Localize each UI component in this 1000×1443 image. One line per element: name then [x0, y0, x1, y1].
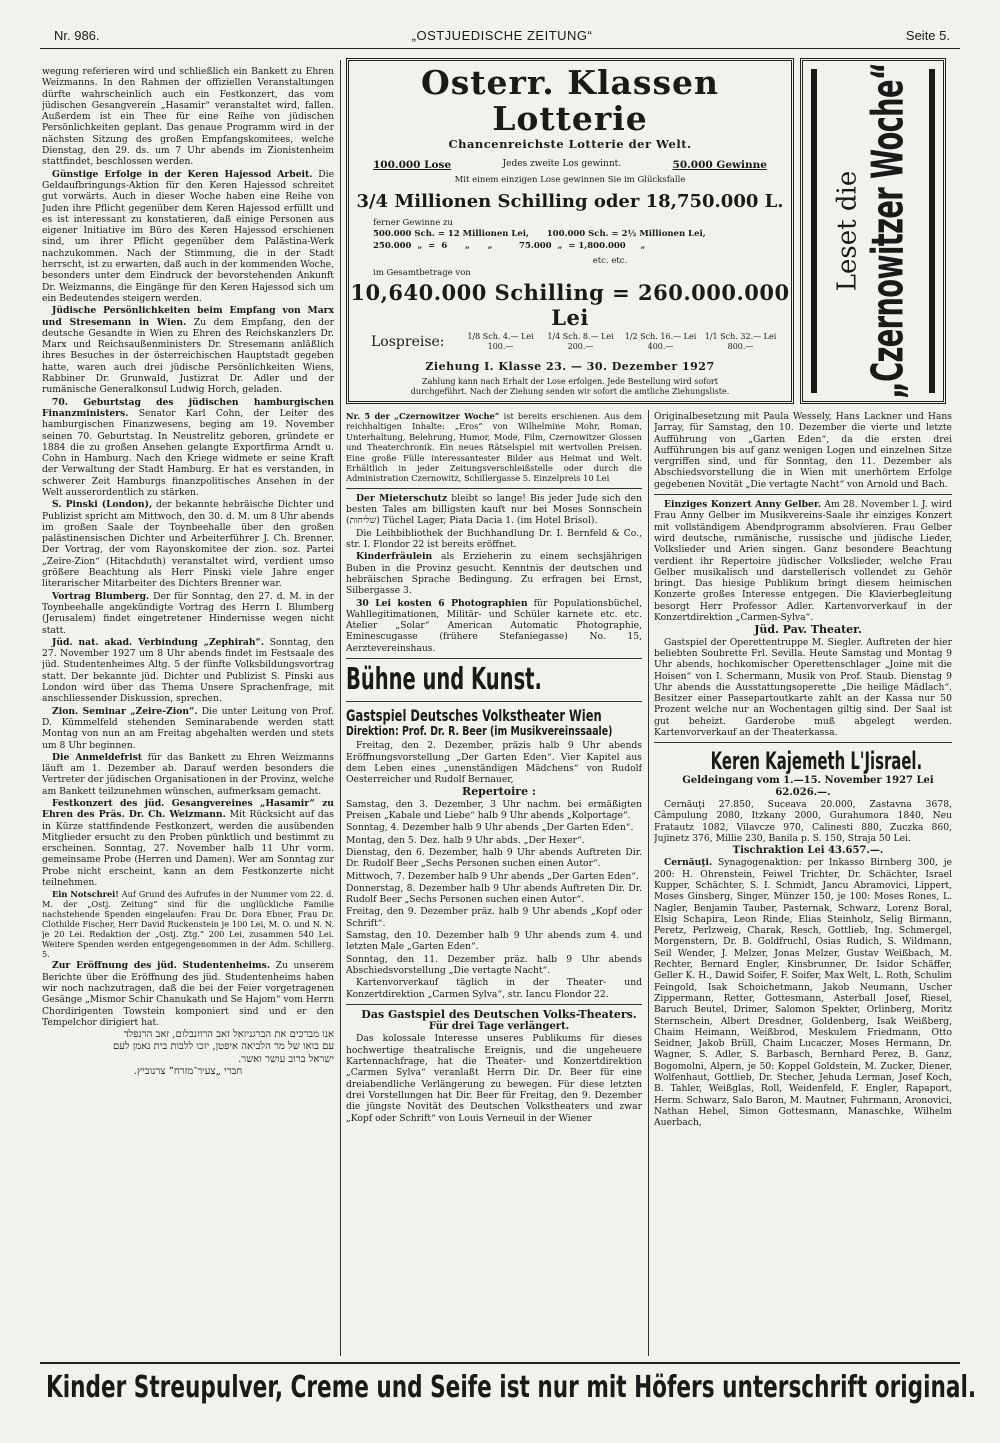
article-heading: Vortrag Blumberg. — [52, 590, 150, 602]
article-text: Sonntag, den 27. November 1927 um 8 Uhr abends findet im Festsaale des jüd. Studentenheimes Altg. 5 der fünfte Volksbildungsvortrag statt. Der bekannte jüd. Dichter und Publizist S. Pinski aus London wird über das Thema Unsere Sprachenfrage, mit anschliessender Diskussion, sprechen. — [42, 636, 334, 705]
page-number: Seite 5. — [905, 28, 950, 43]
article-text: Freitag, den 2. Dezember, präzis halb 9 Uhr abends Eröffnungsvorstellung „Der Garten Eden“. Vier Kapitel aus dem Leben eines „unenständigen Mädchens“ von Rudolf Oesterreicher und Rudolf Bernauer, — [346, 740, 642, 786]
ad-subtitle: Chancenreichste Lotterie der Welt. — [448, 137, 692, 151]
article-text: für das Bankett zu Ehren Weizmanns läuft am 1. Dezember ab. Darauf werden besonders die Vertreter der jüdischen Organisationen in der Provinz, welche am Bankett teilzunehmen wünschen, aufmerksam gemacht. — [42, 751, 334, 797]
repertoire-item: Samstag, den 3. Dezember, 3 Uhr nachm. bei ermäßigten Preisen „Kabale und Liebe“ halb 9 Uhr abends „Kolportage“. — [346, 798, 642, 822]
article — [42, 798, 334, 888]
article-heading: Einziges Konzert Anny Gelber. — [664, 499, 822, 511]
article-heading: Jüdische Persönlichkeiten beim Empfang von Marx und Stresemann in Wien. — [42, 305, 334, 328]
article — [346, 411, 642, 484]
ad-price: 1/1 Sch. 32.— Lei 800.— — [704, 332, 777, 351]
article-heading: 30 Lei kosten 6 Photographien — [356, 597, 528, 609]
ad-ziehung: Ziehung I. Klasse 23. — 30. Dezember 1927 — [425, 360, 715, 373]
ad-total: 10,640.000 Schilling = 260.000.000 Lei — [350, 280, 790, 330]
hebrew-signature: חברי „צעיר־מזרח“ צרנוביץ. — [133, 1066, 243, 1078]
repertoire-item: Dienstag, den 6. Dezember, halb 9 Uhr abends Auftreten Dir. Dr. Rudolf Beer „Sechs Personen suchen einen Autor“. — [346, 846, 642, 870]
article-text: bleibt so lange! Bis jeder Jude sich den besten Tales am billigsten kauft nur bei Moses Sonnschein (שליחות) Tüchel Lager, Piata Dacia 1. (im Hotel Brisol). — [346, 492, 642, 527]
article-text: für Populationsbüchel, Wahllegitimationen, Militär- und Schüler karnete etc. etc. Atelier „Solar“ American Automatic Photographie, Eminescugasse (frühere Stefaniegasse) No. 15, Aerztevereinshaus. — [346, 597, 642, 654]
separator — [654, 742, 952, 743]
tisch-heading: Tischraktion Lei 43.657.—. — [732, 845, 884, 857]
ad-border-bar — [811, 69, 817, 393]
article-heading: 70. Geburtstag des jüdischen hamburgischen Finanzministers. — [42, 396, 334, 419]
column-divider — [648, 410, 649, 1356]
separator — [346, 658, 642, 659]
separator — [346, 1004, 642, 1005]
article — [42, 397, 334, 499]
article-text: Der für Sonntag, den 27. d. M. in der Toynbeehalle angekündigte Vortrag des Herrn I. Blumberg (Jerusalem) findet eingetretener Hindernisse wegen nicht statt. — [42, 590, 334, 636]
repertoire-heading: Repertoire : — [462, 785, 536, 799]
article-heading: Das Gastspiel des Deutschen Volks-Theaters. — [361, 1007, 637, 1021]
column-divider — [340, 60, 341, 1356]
ad-lospreise: Lospreise: — [371, 334, 445, 350]
article-heading: Günstige Erfolge in der Keren Hajessod Arbeit. — [52, 168, 313, 180]
repertoire-item: Donnerstag, 8. Dezember halb 9 Uhr abends Auftreten Dir. Dr. Rudolf Beer „Sechs Personen suchen einen Autor“. — [346, 882, 642, 906]
hebrew-line: אנו מברכים את הברגניזאל זאב הרוזנבלום, זאב הרנפלד — [123, 1029, 334, 1041]
separator — [346, 488, 642, 489]
article-text: Gastspiel der Operettentruppe M. Siegler. Auftreten der hier beliebten Soubrette Frl. Sevilla. Heute Samstag und Montag 9 Uhr abends, hochkomischer Operettenschlager „Joine mit die Hoisen“ von I. Schermann, Musik von Prof. Staub. Dienstag 9 Uhr abends die Ausstattungsoperette „Die heilige Mädlach“. Besitzer einer Passepartoutkarte zahlt an der Kassa nur 50 Prozent welche nur an Wochentagen giltig sind. Der Saal ist gut beheizt. Garderobe muß abgelegt werden. Kartenvorverkauf an der Theaterkassa. — [654, 636, 952, 739]
ad-note: Zahlung kann nach Erhalt der Lose erfolgen. Jede Bestellung wird sofort durchgeführt. Nach der Ziehung senden wir sofort die amtliche Ziehungsliste. — [410, 377, 730, 396]
article-text: als Erzieherin zu einem sechsjährigen Buben in die Provinz gesucht. Kenntnis der deutschen und hebräischen Sprache Bedingung. Zu erfragen bei Ernst, Silbergasse 3. — [346, 551, 642, 597]
article-text: der bekannte hebräische Dichter und Publizist spricht am Mittwoch, den 30. d. M. um 8 Uhr abends im großen Saale der Toynbeehalle über den großen palästinensischen Dichter und Arbeiterführer J. Ch. Brenner. Der Vortrag, der vom Rayonskomitee der zion. soz. Partei „Zeire-Zion“ (Hitachduth) veranstaltet wird, verdient umso größere Beachtung als Herr Pinski viele Jahre enger literarischer Mitarbeiter des Dichters Brenner war. — [42, 499, 334, 590]
article — [654, 857, 952, 1128]
article-heading: Jüd. nat. akad. Verbindung „Zephirah“. — [52, 636, 265, 648]
article-text: Kartenvorverkauf täglich in der Theater- und Konzertdirektion „Carmen Sylva“, str. Iancu Flondor 22. — [346, 977, 642, 1000]
column-3 — [654, 411, 952, 1358]
article — [654, 499, 952, 623]
city-heading: Cernăuţi. — [664, 857, 713, 869]
article-text: Originalbesetzung mit Paula Wessely, Hans Lackner und Hans Jarray, für Samstag, den 10. Dezember die vierte und letzte Aufführung von „Garten Eden“, da die ersten drei Aufführungen bis auf ganz wenigen Logen und einzelnen Sitze vergriffen sind, und für Sonntag, den 11. Dezember als Abschiedsvorstellung die in Wien mit unerhörtem Erfolge gegebenen Novität „Die vertagte Nacht“ von Arnold und Bach. — [654, 411, 952, 490]
article — [346, 551, 642, 596]
geldeingang-heading: Geldeingang vom 1.—15. November 1927 Lei 62.026.—. — [682, 775, 934, 798]
article-text: Mit Rücksicht auf das in Kürze stattfindende Festkonzert, werden die ausübenden Mitglieder ersucht zu den Proben pünktlich und bestimmt zu erscheinen. Sonntag, 27. November halb 11 Uhr vorm. gemeinsame Probe (Herren und Damen). Wer am Sonntag zur Probe nicht erscheint, kann an dem Festkonzerte nicht teilnehmen. — [42, 809, 334, 889]
ad-prize-line: 250.000 „ = 6 „ „ 75.000 „ = 1,800.000 „ — [373, 241, 646, 251]
header-divider — [40, 48, 960, 49]
article-text: Cernăuţi 27.850, Suceava 20.000, Zastavna 3678, Câmpulung 2080, Itzkany 2000, Gurahumora 1840, Neu Fratautz 1082, Vilavcze 970, Calinesti 880, Zuczka 860, Jujinetz 376, Millie 230, Banila p. S. 150, Straja 50 Lei. — [654, 798, 952, 844]
article-text: Zu dem Empfang, den der deutsche Gesandte in Wien zu Ehren des Reichskanzlers Dr. Marx und Reichsaußenministers Dr. Stresemann anläßlich ihres Besuches in der österreichischen Hauptstadt gegeben hatte, waren auch drei jüdische Persönlichkeiten Wiens, Rabbiner Dr. Grunwald, Justizrat Dr. Adler und der rumänische Generalkonsul Ludwig Horch, geladen. — [42, 316, 334, 396]
ad-price: 1/8 Sch. 4.— Lei 100.— — [467, 332, 534, 351]
hebrew-line: עם בואו של מר הלביאה איפטן, יזכו ללבות בית נאמן לעם — [112, 1041, 334, 1053]
ad-price-row — [349, 332, 791, 352]
article — [42, 499, 334, 589]
article-heading: Nr. 5 der „Czernowitzer Woche“ — [346, 411, 500, 421]
article — [42, 169, 334, 305]
ad-gesamt: im Gesamtbetrage von — [373, 268, 471, 278]
article-heading: Zion. Seminar „Zeire-Zion“. — [52, 705, 198, 717]
separator — [654, 494, 952, 495]
footer-text: Kinder Streupulver, Creme und Seife ist nur mit Höfers unterschrift original. — [46, 1370, 977, 1405]
ad-price: 1/4 Sch. 8.— Lei 200.— — [547, 332, 614, 351]
repertoire-item: Freitag, den 9. Dezember präz. halb 9 Uhr abends „Kopf oder Schrift“. — [346, 906, 642, 929]
ad-firm — [349, 402, 791, 404]
article-heading: Zur Eröffnung des jüd. Studentenheims. — [52, 960, 271, 972]
repertoire-item: Mittwoch, 7. Dezember halb 9 Uhr abends „Der Garten Eden“. — [346, 870, 639, 882]
article-text: Zu unserem Berichte über die Eröffnung des jüd. Studentenheims haben wir noch nachzutragen, daß die bei der Feier vorgetragenen Gesänge „Mismor Schir Chanukath und Se Hajom“ vom Herrn Chordirigenten Towstein komponiert sind und er den Tempelchor dirigiert hat. — [42, 960, 334, 1028]
article-text: Senator Karl Cohn, der Leiter des hamburgischen Finanzwesens, beging am 19. November seinen 70. Geburtstag. In Neustrelitz geboren, gründete er 1884 die zu großen Ansehen gelangte Exportfirma Arndt u. Cohn in Hamburg. Nach den Kriege widmete er seine Kraft der Verwaltung der Stadt Hamburg. Er hat es verstanden, in schwerer Zeit Hamburgs finanzpolitisches Ansehen in der Welt ausserordentlich zu stärken. — [42, 407, 334, 498]
repertoire-item: Sonntag, 4. Dezember halb 9 Uhr abends „Der Garten Eden“. — [346, 822, 634, 834]
ad-gewinne: 50.000 Gewinne — [672, 159, 767, 171]
article-heading: Ein Notschrei! — [52, 889, 119, 900]
ad-border-bar — [929, 69, 935, 393]
gastspiel-heading: Gastspiel Deutsches Volkstheater Wien — [346, 706, 602, 725]
article-text: Die unter Leitung von Prof. D. Kümmelfeld stehenden Seminarabende werden statt Montag von nun an am Freitag abgehalten werden und stets um 8 Uhr beginnen. — [42, 705, 334, 751]
article — [42, 752, 334, 797]
article-text: Auf Grund des Aufrufes in der Nummer vom 22. d. M. der „Ostj. Zeitung“ sind für die unglückliche Familie nachstehende Spenden eingelaufen: Frau Dr. Dora Ebner, Frau Dr. Clothilde Fischer, Herr David Ruckenstein je 100 Lei, M. O. und N. N. je 20 Lei. Redaktion der „Ostj. Ztg.“ 200 Lei, zusammen 540 Lei. Weitere Spenden werden entgegengenommen in der Adm. Schillerg. 5. — [42, 889, 334, 960]
article — [42, 637, 334, 705]
section-heading: Bühne und Kunst. — [346, 662, 542, 697]
ad-every-second: Jedes zweite Los gewinnt. — [502, 159, 622, 169]
keren-kajemeth-heading: Keren Kajemeth L'Jisrael. — [710, 747, 923, 776]
article-heading: S. Pinski (London), — [52, 499, 153, 511]
repertoire-item: Montag, den 5. Dez. halb 9 Uhr abds. „Der Hexer“. — [346, 834, 585, 846]
ad-prize-line: 500.000 Sch. = 12 Millionen Lei, 100.000 Sch. = 2½ Millionen Lei, — [373, 229, 706, 239]
direktion-line: Direktion: Prof. Dr. R. Beer (im Musikvereinssaale) — [346, 724, 613, 738]
article-text: Die Leihbibliothek der Buchhandlung Dr. I. Bernfeld & Co., str. I. Flondor 22 ist bereits eröffnet. — [346, 527, 642, 551]
article-heading: Kinderfräulein — [356, 551, 433, 563]
ad-million: 3/4 Millionen Schilling oder 18,750.000 L. — [356, 191, 784, 212]
column-1 — [42, 66, 334, 1358]
newspaper-title: „OSTJUEDISCHE ZEITUNG“ — [411, 28, 593, 43]
page-header — [54, 28, 950, 48]
article-text: Am 28. November l. J. wird Frau Anny Gelber im Musikvereins-Saale ihr einziges Konzert mit vollständigem Abendprogramm absolvieren. Frau Gelber wird deutsche, rumänische, russische und jüdische Lieder, Volkslieder und Arien singen. Ganz besondere Beachtung verdient ihr Repertoire jüdischer Volkslieder, welche Frau Gelber musikalisch und darstellerisch vollendet zu Gehör bringt. Das hiesige Publikum bringt diesem heimischen Konzerte großes Interesse entgegen. Die Klavierbegleitung besorgt Herr Professor Adler. Kartenvorverkauf in der Konzertdirektion „Carmen-Sylva“. — [654, 499, 952, 624]
article — [42, 706, 334, 751]
article-heading: Festkonzert des jüd. Gesangvereines „Hasamir“ zu Ehren des Präs. Dr. Ch. Weizmann. — [42, 798, 334, 821]
article-subheading: Für drei Tage verlängert. — [428, 1021, 570, 1033]
column-2 — [346, 411, 642, 1358]
vertical-ad-text — [833, 58, 914, 404]
issue-number: Nr. 986. — [54, 28, 100, 43]
article — [42, 960, 334, 1028]
repertoire-item: Sonntag, den 11. Dezember präz. halb 9 Uhr abends Abschiedsvorstellung „Die vertagte Nacht“. — [346, 953, 642, 976]
czernowitzer-woche-ad — [800, 58, 946, 404]
ad-line1: Leset die — [832, 170, 863, 292]
ad-line2: „Czernowitzer Woche“ — [862, 62, 914, 400]
footer-advertisement — [40, 1362, 977, 1412]
article — [42, 305, 334, 395]
article-text: ist bereits erschienen. Aus dem reichhaltigen Inhalte: „Eros“ von Wilhelmine Mohr, Roman, Unterhaltung, Belehrung, Humor, Mode, Film, Czernowitzer Glossen und Theaterchronik. Ein neues Rätselspiel mit wertvollen Preisen. Eine große Fülle interessantester Bilder aus Heimat und Welt. Erhältlich in jeder Zeitungsverschleißstelle oder durch die Administration Czernowitz, Schillergasse 5. Einzelpreis 10 Lei — [346, 411, 642, 484]
donor-list: Synagogenaktion: per Inkasso Birnberg 300, je 200: H. Ohrenstein, Feiwel Trichter, Dr. Schächter, Israel Kupper, Schächter, S. I. Schmidt, Jancu Abramovici, Lippert, Moses Ginsberg, Singer, Münzer 150, je 100: Moses Rones, L. Nagler, Benjamin Tauber, Pasternak, Schwarz, Lorenz Boral, Elsig Schapira, Leon Rinde, Elias Steinholz, Selig Birmann, Peretz, Perlzweig, Charak, Resch, Gottlieb, Ing. Schmergel, Morgenstern, Dr. B. Goldfruchl, Osias Rudich, S. Wildmann, Seil Wender, J. Melzer, Jonas Melzer, Gustav Weißbach, M. Rechter, Bernard Engler, Kinsbrunner, Dr. Isidor Schäffer, Geller K. H., Dawid Soifer, F. Soifer, Max Welt, L. Roth, Schulim Feingold, Isak Schoichetmann, Jakob Neumann, Uscher Zippermann, Retter, Gottesmann, Asterball Josef, Riesel, Baruch Beutel, Drimer, Salomon Spekter, Orlinberg, Moritz Sternschein, Albert Dresdner, Goldenberg, Isak Weißberg, Chaim Heimann, Weißbrod, Meskulem Friedmann, Otto Seidner, Jakob Brüll, Chaim Lucaczer, Moses Hermann, Dr. Wagner, S. Adler, S. Barbasch, Bernhard Perez, B. Ganz, Bogomolni, Alpern, je 50: Koppel Goldstein, M. Zucker, Diener, Wolfenhaut, Gottlieb, Dr. Stecher, Jehuda Lerman, Josef Koch, B. Tahler, Weißglas, Roll, Weidenfeld, F. Engler, Rapaport, Herm. Schwarz, Salo Baron, M. Mautner, Fuhrmann, Aronovici, Nathan Hebel, Simon Gottesmann, Manaschke, Wilhelm Auerbach, — [654, 857, 952, 1129]
separator — [346, 701, 642, 702]
article-heading: Jüd. Pav. Theater. — [754, 623, 862, 637]
article-heading: Der Mieterschutz — [356, 492, 448, 504]
article-text: wegung referieren wird und schließlich ein Bankett zu Ehren Weizmanns. In den Rahmen der offiziellen Veranstaltungen dürfte wahrscheinlich auch ein Festkonzert, das vom jüdischen Gesangverein „Hasamir“ veranstaltet wird, fallen. Außerdem ist ein Thee für eine Reihe von jüdischen Persönlichkeiten geplant. Das genaue Programm wird in der nächsten Sitzung des großen Empfangskomitees, welche Dienstag, den 29. ds. um 7 Uhr abends im Zionistenheim stattfindet, beschlossen werden. — [42, 66, 334, 168]
article-heading: Die Anmeldefrist — [52, 751, 143, 763]
ad-lose-row — [349, 159, 791, 171]
article-text: Das kolossale Interesse unseres Publikums für dieses hochwertige theatralische Ereignis, und die ungeheuere Kartennachfrage, hat die Theater- und Konzertdirektion „Carmen Sylva“ veranlaßt Herrn Dir. Dr. Beer für eine dreiabendliche Verlängerung zu bewegen. Für diese letzten drei Vorstellungen hat Dir. Beer für Freitag, den 9. Dezember die jüngste Novität des Deutschen Volkstheaters und zwar „Kopf oder Schrift“ von Louis Verneuil in der Wiener — [346, 1033, 642, 1124]
ad-etc: etc. etc. — [592, 256, 628, 266]
article — [42, 889, 334, 959]
article-text: Die Geldaufbringungs-Aktion für den Keren Hajessod schreitet gut vorwärts. Auch in dieser Woche haben eine Reihe von Juden ihre Pflicht gegenüber dem Keren Hajessod erfüllt und es ist interessant zu konstatieren, daß einige Personen aus eigener Initiative im Büro des Keren Hajessod erschienen sind, um ihrer Pflicht gegenüber dem Palästina-Werk nachzukommen. Nach der Stimmung, die in der Stadt herrscht, ist zu erwarten, daß auch in der kommenden Woche, besonders unter dem Eindruck der bevorstehenden Ankunft Dr. Weizmanns, die Eingänge für den Keren Hajessod sich um ein Bedeutendes steigern werden. — [42, 168, 334, 304]
lottery-advertisement — [346, 58, 794, 404]
article — [346, 493, 642, 527]
ad-title: Osterr. Klassen Lotterie — [420, 63, 720, 138]
ad-one-los: Mit einem einzigen Lose gewinnen Sie im Glücksfalle — [454, 175, 686, 185]
article — [346, 598, 642, 654]
ad-lose: 100.000 Lose — [373, 159, 452, 171]
article — [42, 591, 334, 636]
ad-price: 1/2 Sch. 16.— Lei 400.— — [624, 332, 697, 351]
repertoire-item: Samstag, den 10. Dezember halb 9 Uhr abends zum 4. und letzten Male „Garten Eden“. — [346, 930, 642, 953]
ad-ferner: ferner Gewinne zu — [373, 218, 453, 228]
hebrew-line: ישראל ברוב עושר ואשר. — [238, 1053, 334, 1065]
